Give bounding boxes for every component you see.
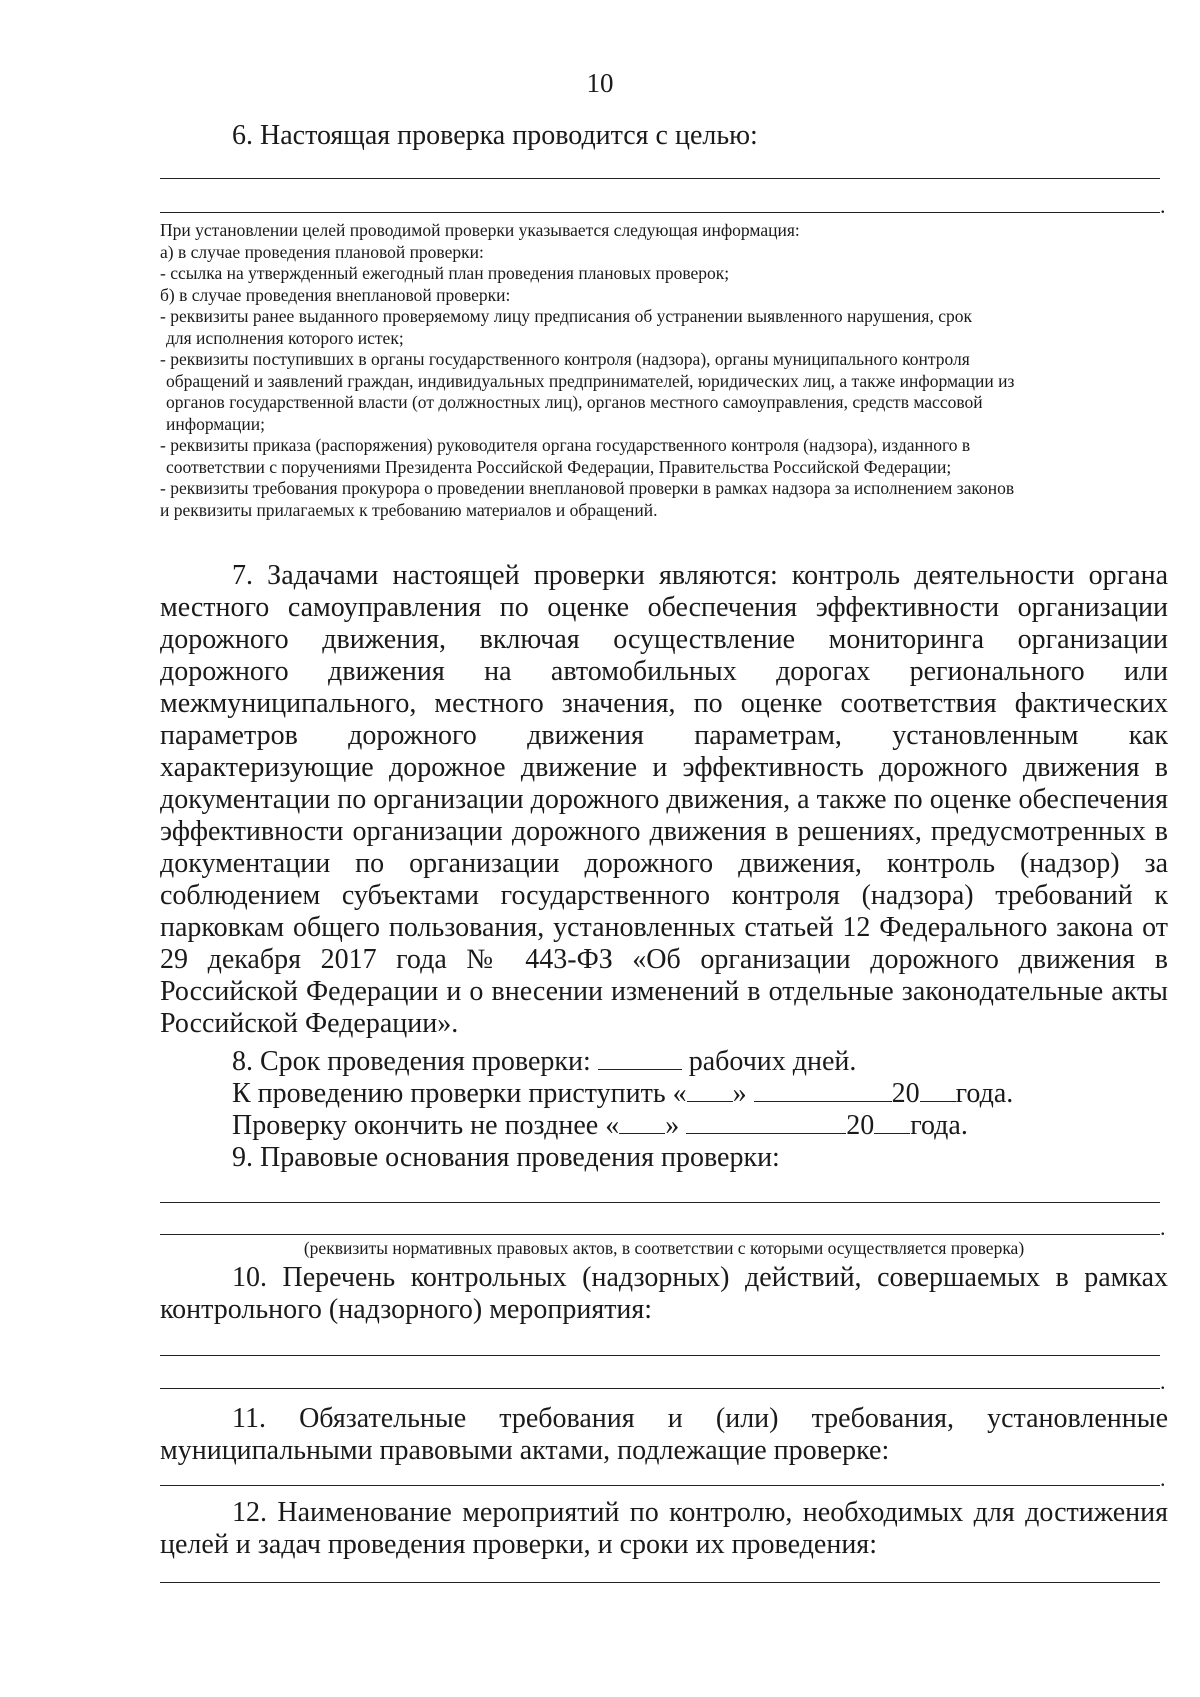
start-month-field[interactable] <box>754 1077 892 1102</box>
section-8-start <box>160 1077 1200 1110</box>
section-8-end <box>160 1109 1200 1142</box>
note-line: - реквизиты приказа (распоряжения) руководителя органа государственного контроля (надзора), изданного в <box>160 435 971 455</box>
year-suffix: года. <box>955 1078 1014 1109</box>
section-10-fill-line-1[interactable] <box>160 1355 1160 1356</box>
start-day-field[interactable] <box>687 1077 733 1102</box>
end-month-field[interactable] <box>686 1109 846 1134</box>
section-10-paragraph: 10. Перечень контрольных (надзорных) действий, совершаемых в рамках контрольного (надзорного) мероприятия: <box>160 1262 1168 1325</box>
section-6-instructions <box>160 220 1168 521</box>
section-12-fill-line[interactable] <box>160 1582 1160 1583</box>
section-9-heading: 9. Правовые основания проведения проверки: <box>232 1142 780 1173</box>
note-line: б) в случае проведения внеплановой проверки: <box>160 284 511 305</box>
quote-close: » <box>665 1110 680 1141</box>
section-6-fill-line-1[interactable] <box>160 178 1160 179</box>
section-6-heading: 6. Настоящая проверка проводится с целью: <box>232 120 758 151</box>
end-label: Проверку окончить не позднее « <box>232 1110 620 1141</box>
year-prefix: 20 <box>846 1110 875 1141</box>
work-days-field[interactable] <box>598 1045 682 1070</box>
section-8-term <box>160 1045 1200 1078</box>
note-line: - реквизиты поступивших в органы государственного контроля (надзора), органы муниципального контроля <box>160 349 970 369</box>
note-line: информации; <box>166 413 265 434</box>
note-line: органов государственной власти (от должностных лиц), органов местного самоуправления, средств массовой <box>166 392 983 412</box>
note-line: соответствии с поручениями Президента Российской Федерации, Правительства Российской Федерации; <box>166 456 952 477</box>
section-7-paragraph: 7. Задачами настоящей проверки являются: контроль деятельности органа местного самоуправления по оценке обеспечения эффективности организации дорожного движения, включая осуществление мониторинга организации дорожного движения на автомобильных дорогах регионального или межмуниципального, местного значения, по оценке соответствия фактических параметров дорожного движения параметрам, установленным как характеризующие дорожное движение и эффективность дорожного движения в документации по организации дорожного движения, а также по оценке обеспечения эффективности организации дорожного движения в решениях, предусмотренных в документации по организации дорожного движения, контроль (надзор) за соблюдением субъектами государственного контроля (надзора) требований к парковкам общего пользования, установленных статьей 12 Федерального закона от 29 декабря 2017 года № 443-ФЗ «Об организации дорожного движения в Российской Федерации и о внесении изменений в отдельные законодательные акты Российской Федерации». <box>160 560 1168 1039</box>
period-mark: . <box>1160 1466 1166 1491</box>
note-line: и реквизиты прилагаемых к требованию материалов и обращений. <box>160 499 658 520</box>
note-line: а) в случае проведения плановой проверки: <box>160 241 484 262</box>
year-suffix: года. <box>910 1110 968 1141</box>
period-mark: . <box>1160 193 1166 218</box>
section-11-paragraph: 11. Обязательные требования и (или) требования, установленные муниципальными правовыми актами, подлежащие проверке: <box>160 1403 1168 1466</box>
note-line: обращений и заявлений граждан, индивидуальных предпринимателей, юридических лиц, а также информации из <box>166 370 1015 391</box>
note-line: - реквизиты ранее выданного проверяемому лицу предписания об устранении выявленного нарушения, срок <box>160 306 972 326</box>
period-mark: . <box>1160 1369 1166 1394</box>
start-year-field[interactable] <box>920 1077 956 1102</box>
work-days-suffix: рабочих дней. <box>688 1046 857 1077</box>
end-day-field[interactable] <box>619 1109 665 1134</box>
section-12-paragraph: 12. Наименование мероприятий по контролю, необходимых для достижения целей и задач проведения проверки, и сроки их проведения: <box>160 1497 1168 1560</box>
section-9-caption: (реквизиты нормативных правовых актов, в соответствии с которыми осуществляется проверка) <box>303 1238 1025 1258</box>
section-6-fill-line-2[interactable] <box>160 212 1160 213</box>
start-label: К проведению проверки приступить « <box>232 1078 687 1109</box>
section-8-term-label: 8. Срок проведения проверки: <box>232 1046 591 1077</box>
page-number: 10 <box>586 68 614 98</box>
note-line: - ссылка на утвержденный ежегодный план проведения плановых проверок; <box>160 263 730 283</box>
section-9-fill-line-1[interactable] <box>160 1202 1160 1203</box>
section-9-fill-line-2[interactable] <box>160 1234 1160 1235</box>
note-line: для исполнения которого истек; <box>166 327 404 348</box>
quote-close: » <box>732 1078 747 1109</box>
section-10-fill-line-2[interactable] <box>160 1388 1160 1389</box>
section-11-fill-line[interactable] <box>160 1485 1160 1486</box>
period-mark: . <box>1160 1215 1166 1240</box>
note-line: При установлении целей проводимой проверки указывается следующая информация: <box>160 220 800 240</box>
note-line: - реквизиты требования прокурора о проведении внеплановой проверки в рамках надзора за исполнением законов <box>160 478 1015 498</box>
end-year-field[interactable] <box>874 1109 910 1134</box>
year-prefix: 20 <box>891 1078 920 1109</box>
